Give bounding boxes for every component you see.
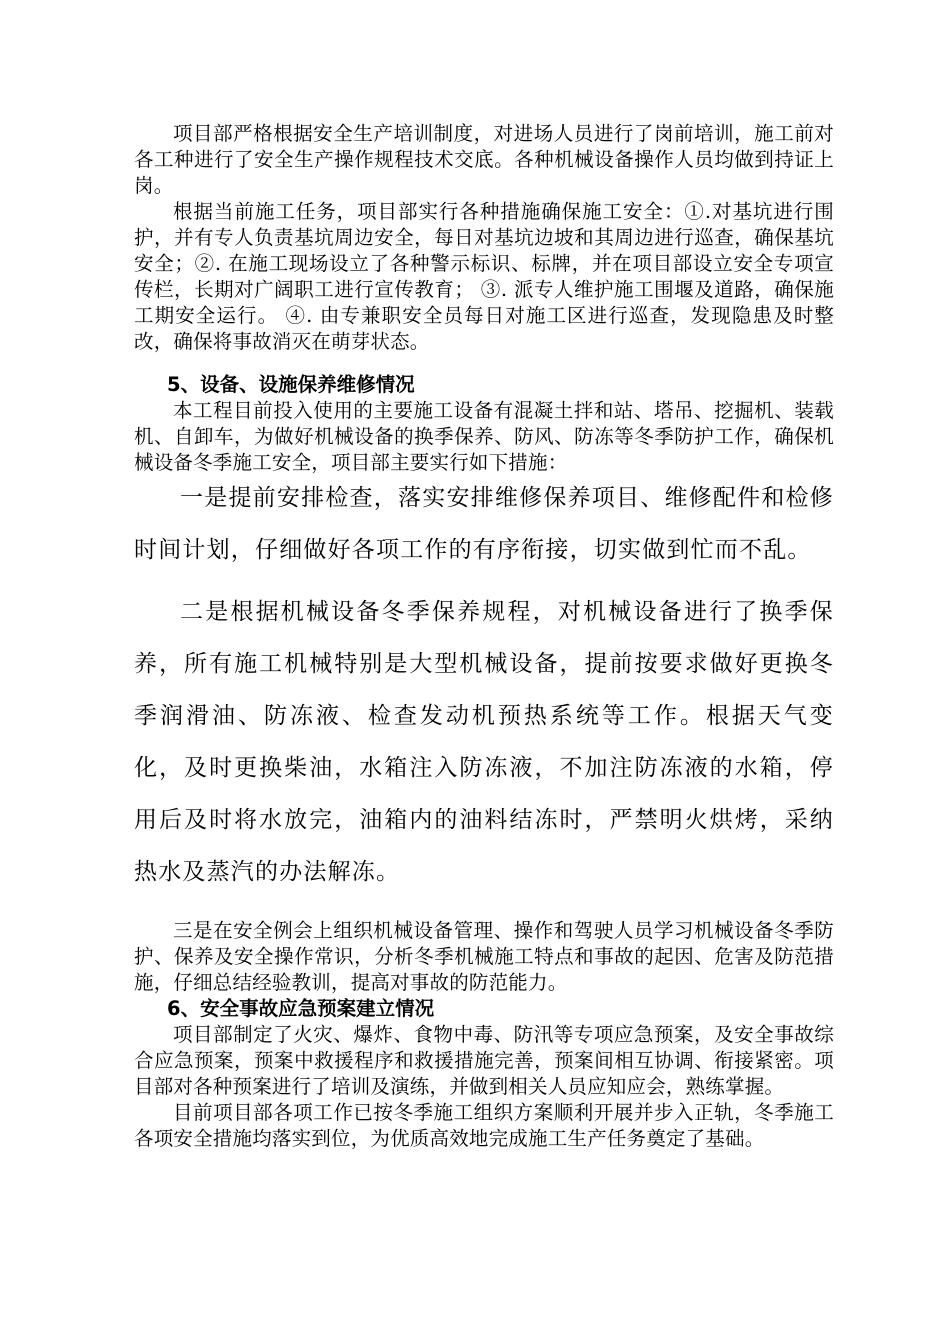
training-section [134, 121, 834, 355]
conclusion-paragraph: 目前项目部各项工作已按冬季施工组织方案顺利开展并步入正轨，冬季施工各项安全措施均落实到位，为优质高效地完成施工生产任务奠定了基础。 [134, 1101, 834, 1150]
equipment-intro-paragraph: 本工程目前投入使用的主要施工设备有混凝土拌和站、塔吊、挖掘机、装载机、自卸车，为做好机械设备的换季保养、防风、防冻等冬季防护工作，确保机械设备冬季施工安全，项目部主要实行如下措施： [134, 399, 834, 474]
measure-three-section [134, 918, 834, 996]
measures-large-section [134, 472, 834, 898]
measure-one-paragraph: 一是提前安排检查，落实安排维修保养项目、维修配件和检修时间计划，仔细做好各项工作的有序衔接，切实做到忙而不乱。 [134, 485, 834, 563]
emergency-plan-paragraph: 项目部制定了火灾、爆炸、食物中毒、防汛等专项应急预案，及安全事故综合应急预案，预案中救援程序和救援措施完善，预案间相互协调、衔接紧密。项目部对各种预案进行了培训及演练，并做到相关人员应知应会，熟练掌握。 [134, 1023, 834, 1098]
emergency-section [134, 996, 834, 1152]
section-heading-equipment: 5、设备、设施保养维修情况 [167, 373, 415, 396]
training-paragraph: 项目部严格根据安全生产培训制度，对进场人员进行了岗前培训，施工前对各工种进行了安全生产操作规程技术交底。各种机械设备操作人员均做到持证上岗。 [134, 122, 834, 197]
section-heading-emergency: 6、安全事故应急预案建立情况 [167, 997, 435, 1020]
measure-three-paragraph: 三是在安全例会上组织机械设备管理、操作和驾驶人员学习机械设备冬季防护、保养及安全操作常识，分析冬季机械施工特点和事故的起因、危害及防范措施，仔细总结经验教训，提高对事故的防范能力。 [134, 919, 834, 994]
measure-two-paragraph: 二是根据机械设备冬季保养规程，对机械设备进行了换季保养，所有施工机械特别是大型机械设备，提前按要求做好更换冬季润滑油、防冻液、检查发动机预热系统等工作。根据天气变化，及时更换柴油，水箱注入防冻液，不加注防冻液的水箱，停用后及时将水放完，油箱内的油料结冻时，严禁明火烘烤，采纳热水及蒸汽的办法解冻。 [134, 599, 834, 885]
equipment-section [134, 372, 834, 476]
safety-measures-paragraph: 根据当前施工任务，项目部实行各种措施确保施工安全：①.对基坑进行围护，并有专人负责基坑周边安全，每日对基坑边坡和其周边进行巡查，确保基坑安全；②. 在施工现场设立了各种警示标识、标牌，并在项目部设立安全专项宣传栏，长期对广阔职工进行宣传教育； ③. 派专人维护施工围堰及道路，确保施工期安全运行。 ④. 由专兼职安全员每日对施工区进行巡查，发现隐患及时整改，确保将事故消灭在萌芽状态。 [134, 200, 834, 353]
